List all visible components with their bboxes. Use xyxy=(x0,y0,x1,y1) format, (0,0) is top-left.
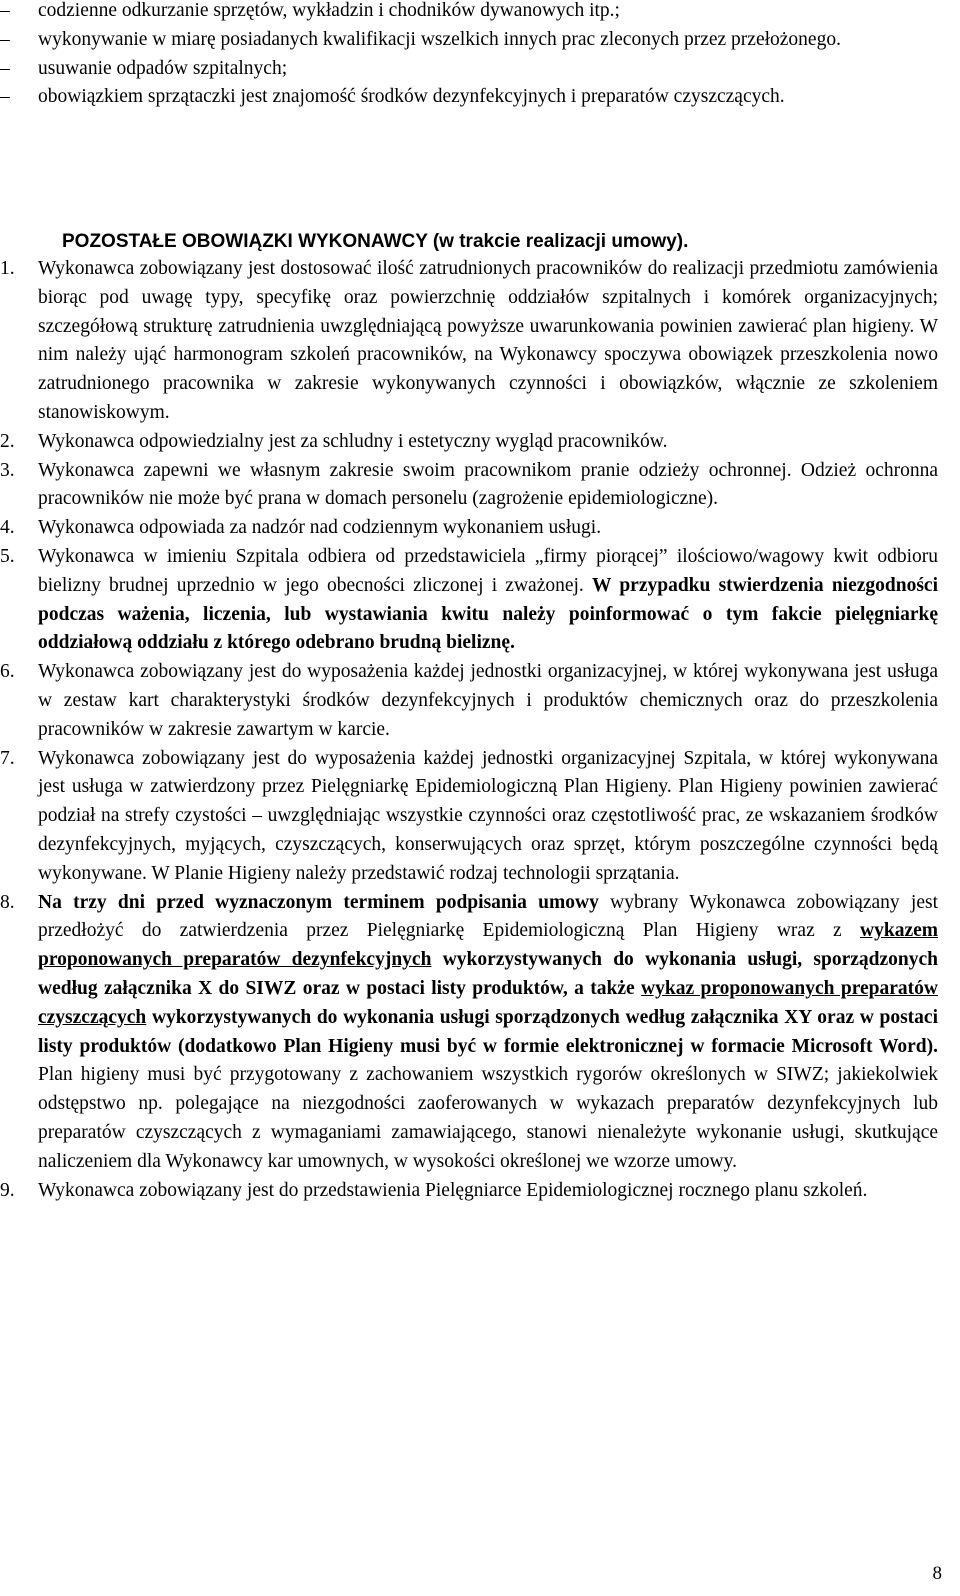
item-number: 8. xyxy=(0,891,15,913)
numbered-item xyxy=(0,543,938,658)
item-text xyxy=(38,457,938,515)
numbered-item xyxy=(0,457,938,515)
item-number: 5. xyxy=(0,545,15,567)
dash-marker: – xyxy=(0,0,10,21)
text-segment: Wykonawca odpowiada za nadzór nad codziennym wykonaniem usługi. xyxy=(38,517,602,539)
page-number: 8 xyxy=(932,1563,942,1584)
item-text xyxy=(38,1177,938,1206)
bold-underlined-text: wykazem proponowanych preparatów dezynfekcyjnych xyxy=(38,920,938,971)
dash-item-text: obowiązkiem sprzątaczki jest znajomość środków dezynfekcyjnych i preparatów czyszczących. xyxy=(38,86,785,108)
item-number: 4. xyxy=(0,517,15,539)
bold-text: wykorzystywanych do wykonania usługi sporządzonych według załącznika XY oraz w postaci listy produktów (dodatkowo Plan Higieny musi być w formie elektronicznej w formacie Microsoft Word). xyxy=(38,1006,938,1057)
text-segment: wybrany Wykonawca zobowiązany jest przedłożyć do zatwierdzenia przez Pielęgniarkę Epidemiologiczną Plan Higieny wraz z xyxy=(38,891,938,942)
dash-item-text: usuwanie odpadów szpitalnych; xyxy=(38,57,288,79)
numbered-item xyxy=(0,514,938,543)
item-text xyxy=(38,428,938,457)
dash-list xyxy=(0,0,938,112)
dash-list-item xyxy=(0,0,938,26)
text-segment: Wykonawca odpowiedzialny jest za schludny i estetyczny wygląd pracowników. xyxy=(38,430,668,452)
numbered-item xyxy=(0,889,938,1177)
item-text xyxy=(38,658,938,744)
dash-item-text: wykonywanie w miarę posiadanych kwalifikacji wszelkich innych prac zleconych przez przełożonego. xyxy=(38,28,841,50)
bold-text: Na trzy dni przed wyznaczonym terminem podpisania umowy xyxy=(38,891,599,913)
dash-list-item xyxy=(0,83,938,112)
item-number: 9. xyxy=(0,1179,15,1201)
dash-item-text: codzienne odkurzanie sprzętów, wykładzin i chodników dywanowych itp.; xyxy=(38,0,620,21)
item-number: 7. xyxy=(0,747,15,769)
item-text xyxy=(38,514,938,543)
bold-text: W przypadku stwierdzenia niezgodności podczas ważenia, liczenia, lub wystawiania kwitu należy poinformować o tym fakcie pielęgniarkę oddziałową oddziału z którego odebrano brudną bieliznę. xyxy=(38,574,938,654)
dash-marker: – xyxy=(0,28,10,50)
text-segment: Wykonawca w imieniu Szpitala odbiera od przedstawiciela „firmy piorącej” ilościowo/wagowy kwit odbioru bielizny brudnej uprzednio w jego obecności zliczonej i zważonej. xyxy=(38,545,938,596)
text-segment: Plan higieny musi być przygotowany z zachowaniem wszystkich rygorów określonych w SIWZ; jakiekolwiek odstępstwo np. polegające na niezgodności zaoferowanych w wykazach preparatów dezynfekcyjnych lub preparatów czyszczących z wymaganiami zamawiającego, stanowi nienależyte wykonanie usługi, skutkujące naliczeniem dla Wykonawcy kar umownych, w wysokości określonej we wzorze umowy. xyxy=(38,1064,938,1172)
item-number: 1. xyxy=(0,258,15,279)
bold-text: wykorzystywanych do wykonania usługi, sporządzonych według załącznika X do SIWZ oraz w postaci listy produktów, a także xyxy=(38,949,938,999)
section-heading: POZOSTAŁE OBOWIĄZKI WYKONAWCY (w trakcie realizacji umowy). xyxy=(62,231,689,252)
text-segment: Wykonawca zobowiązany jest dostosować ilość zatrudnionych pracowników do realizacji przedmiotu zamówienia biorąc pod uwagę typy, specyfikę oraz powierzchnię oddziałów szpitalnych i komórek organizacyjnych; szczegółową strukturę zatrudnienia uwzględniającą powyższe uwarunkowania powinien zawierać plan higieny. W nim należy ująć harmonogram szkoleń pracowników, na Wykonawcy spoczywa obowiązek przeszkolenia nowo zatrudnionego pracownika w zakresie wykonywanych czynności i obowiązków, włącznie ze szkoleniem stanowiskowym. xyxy=(38,258,938,423)
numbered-list xyxy=(0,255,938,1205)
item-number: 2. xyxy=(0,430,15,452)
bold-underlined-text: wykaz proponowanych preparatów czyszczących xyxy=(38,977,938,1028)
dash-list-item xyxy=(0,55,938,84)
text-segment: Wykonawca zobowiązany jest do przedstawienia Pielęgniarce Epidemiologicznej rocznego planu szkoleń. xyxy=(38,1179,868,1201)
text-segment: Wykonawca zapewni we własnym zakresie swoim pracownikom pranie odzieży ochronnej. Odzież ochronna pracowników nie może być prana w domach personelu (zagrożenie epidemiologiczne). xyxy=(38,459,938,510)
numbered-item xyxy=(0,658,938,744)
item-number: 6. xyxy=(0,661,15,683)
numbered-item xyxy=(0,1177,938,1206)
dash-marker: – xyxy=(0,86,10,108)
item-text xyxy=(38,889,938,1177)
numbered-item xyxy=(0,255,938,428)
item-number: 3. xyxy=(0,459,15,481)
numbered-item xyxy=(0,745,938,889)
dash-list-item xyxy=(0,26,938,55)
item-text xyxy=(38,255,938,428)
dash-marker: – xyxy=(0,57,10,79)
item-text xyxy=(38,543,938,658)
numbered-item xyxy=(0,428,938,457)
text-segment: Wykonawca zobowiązany jest do wyposażenia każdej jednostki organizacyjnej, w której wykonywana jest usługa w zestaw kart charakterystyki środków dezynfekcyjnych i produktów chemicznych oraz do przeszkolenia pracowników w zakresie zawartym w karcie. xyxy=(38,661,938,740)
text-segment: Wykonawca zobowiązany jest do wyposażenia każdej jednostki organizacyjnej Szpitala, w której wykonywana jest usługa w zatwierdzony przez Pielęgniarkę Epidemiologiczną Plan Higieny. Plan Higieny powinien zawierać podział na strefy czystości – uwzględniając wszystkie czynności oraz częstotliwość prac, ze wskazaniem środków dezynfekcyjnych, myjących, czyszczących, konserwujących oraz sprzęt, którym poszczególne czynności będą wykonywane. W Planie Higieny należy przedstawić rodzaj technologii sprzątania. xyxy=(38,747,938,884)
item-text xyxy=(38,745,938,889)
